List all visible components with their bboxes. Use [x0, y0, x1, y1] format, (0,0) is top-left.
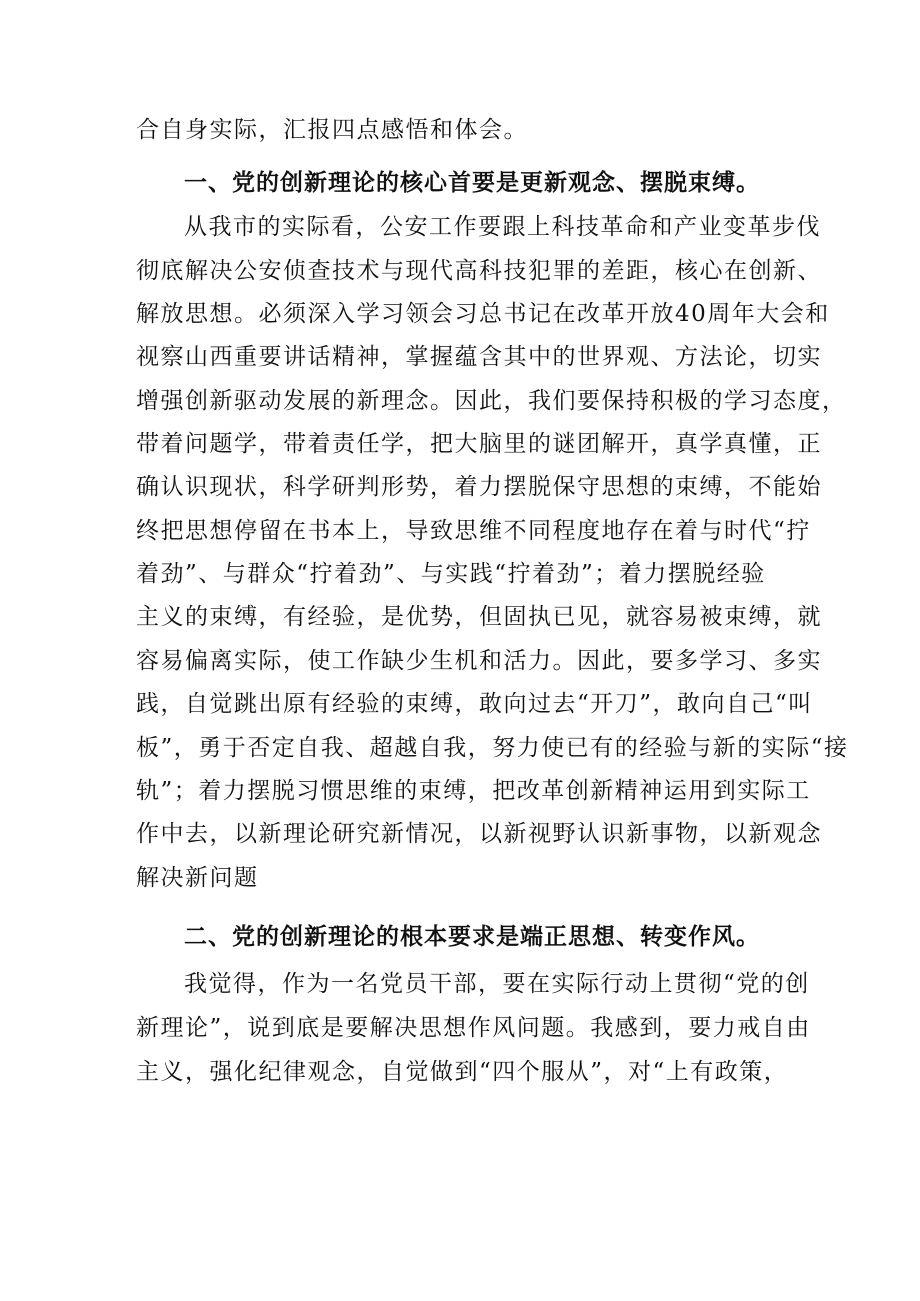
body-line: 主义，强化纪律观念，自觉做到“四个服从”，对“上有政策， — [136, 1059, 789, 1085]
body-line: 新理论”，说到底是要解决思想作风问题。我感到，要力戒自由 — [136, 1015, 811, 1041]
body-line: 增强创新驱动发展的新理念。因此，我们要保持积极的学习态度， — [136, 388, 847, 414]
body-line: 解决新问题 — [136, 865, 259, 891]
body-line: 彻底解决公安侦查技术与现代高科技犯罪的差距，核心在创新、 — [136, 258, 822, 284]
body-line: 带着问题学，带着责任学，把大脑里的谜团解开，真学真懂，正 — [136, 431, 822, 457]
body-line: 作中去，以新理论研究新情况，以新视野认识新事物，以新观念 — [136, 821, 822, 847]
body-line: 终把思想停留在书本上，导致思维不同程度地存在着与时代“拧 — [136, 518, 811, 544]
body-line: 着劲”、与群众“拧着劲”、与实践“拧着劲”；着力摆脱经验 — [136, 561, 766, 587]
body-line: 主义的束缚，有经验，是优势，但固执已见，就容易被束缚，就 — [136, 604, 822, 630]
body-line: 轨”；着力摆脱习惯思维的束缚，把改革创新精神运用到实际工 — [136, 778, 811, 804]
body-line: 合自身实际，汇报四点感悟和体会。 — [136, 117, 528, 143]
body-line: 确认识现状，科学研判形势，着力摆脱保守思想的束缚，不能始 — [136, 474, 822, 500]
section-heading-2: 二、党的创新理论的根本要求是端正思想、转变作风。 — [184, 924, 760, 950]
paragraph-first-line: 我觉得，作为一名党员干部，要在实际行动上贯彻“党的创 — [184, 971, 810, 997]
body-line: 践，自觉跳出原有经验的束缚，敢向过去“开刀”，敢向自己“叫 — [136, 691, 813, 717]
body-line: 容易偏离实际，使工作缺少生机和活力。因此，要多学习、多实 — [136, 648, 822, 674]
body-line: 板”，勇于否定自我、超越自我，努力使已有的经验与新的实际“接 — [136, 735, 849, 761]
body-line: 解放思想。必须深入学习领会习总书记在改革开放40周年大会和 — [136, 301, 830, 327]
body-line: 视察山西重要讲话精神，掌握蕴含其中的世界观、方法论，切实 — [136, 344, 822, 370]
paragraph-first-line: 从我市的实际看，公安工作要跟上科技革命和产业变革步伐 — [184, 214, 821, 240]
section-heading-1: 一、党的创新理论的核心首要是更新观念、摆脱束缚。 — [184, 170, 760, 196]
